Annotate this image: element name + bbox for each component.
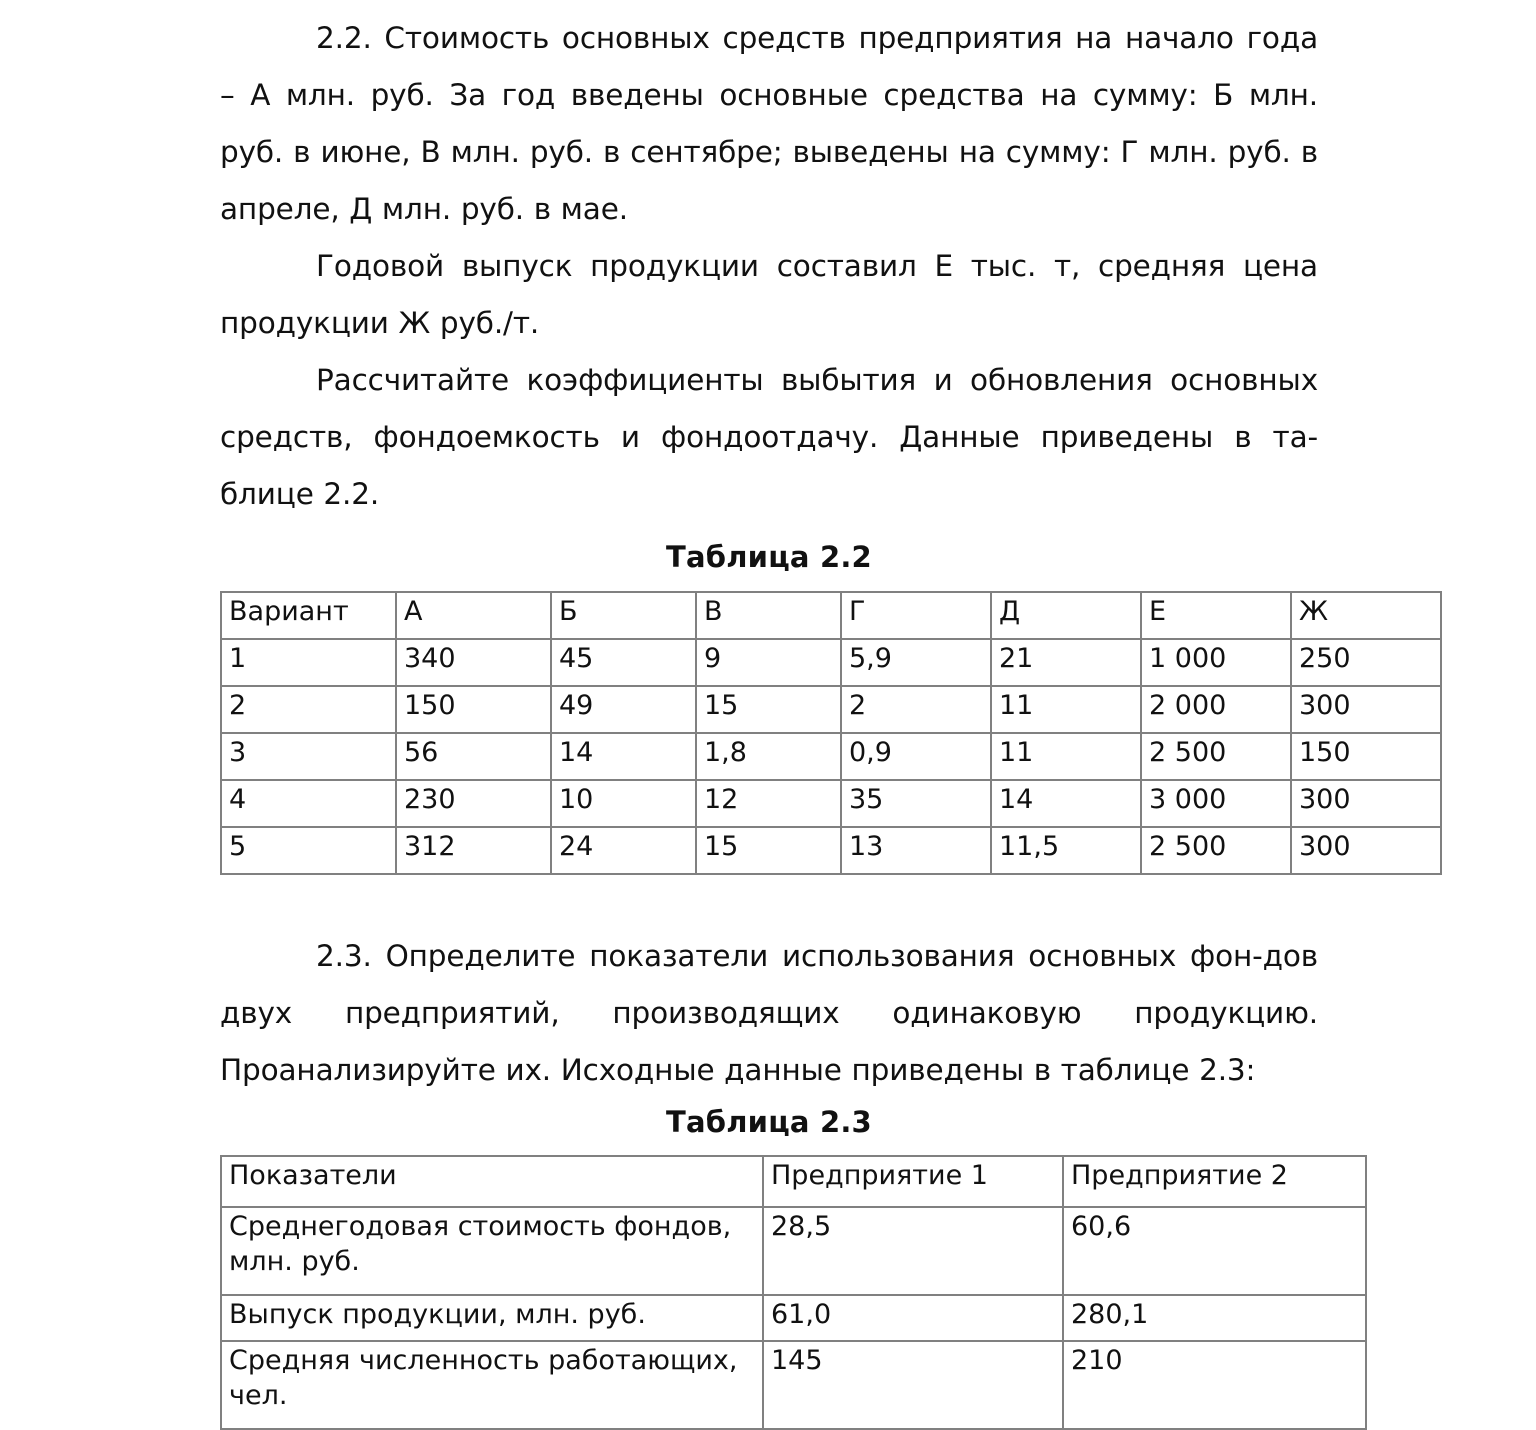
cell-v: 15 (696, 827, 841, 874)
cell-e: 2 000 (1141, 686, 1291, 733)
column-header-variant: Вариант (221, 592, 396, 639)
cell-enterprise-2: 210 (1063, 1341, 1366, 1429)
table-row (221, 639, 1441, 686)
table-row (221, 780, 1441, 827)
cell-zh: 300 (1291, 780, 1441, 827)
cell-d: 11 (991, 686, 1141, 733)
cell-enterprise-1: 145 (763, 1341, 1063, 1429)
cell-g: 2 (841, 686, 991, 733)
cell-a: 56 (396, 733, 551, 780)
cell-e: 3 000 (1141, 780, 1291, 827)
cell-enterprise-1: 61,0 (763, 1295, 1063, 1341)
column-header-enterprise-2: Предприятие 2 (1063, 1156, 1366, 1207)
cell-e: 2 500 (1141, 733, 1291, 780)
table-row-header (221, 1156, 1366, 1207)
column-header-g: Г (841, 592, 991, 639)
cell-g: 13 (841, 827, 991, 874)
column-header-enterprise-1: Предприятие 1 (763, 1156, 1063, 1207)
table-row (221, 1207, 1366, 1295)
cell-enterprise-2: 280,1 (1063, 1295, 1366, 1341)
cell-b: 45 (551, 639, 696, 686)
paragraph-2-2-request: Рассчитайте коэффициенты выбытия и обновления основных средств, фондоемкость и фондоотдачу. Данные приведены в та-блице 2.2. (220, 363, 1318, 511)
cell-d: 11,5 (991, 827, 1141, 874)
cell-g: 0,9 (841, 733, 991, 780)
table-2-3 (220, 1155, 1367, 1430)
column-header-v: В (696, 592, 841, 639)
cell-indicator: Среднегодовая стоимость фондов, млн. руб. (221, 1207, 763, 1295)
paragraph-2-2-intro: 2.2. Стоимость основных средств предприятия на начало года – А млн. руб. За год введены основные средства на сумму: Б млн. руб. в июне, В млн. руб. в сентябре; выведены на сумму: Г млн. руб. в апреле, Д млн. руб. в мае. (220, 21, 1318, 226)
spacer-before-task-2-3 (220, 875, 1318, 928)
column-header-b: Б (551, 592, 696, 639)
cell-b: 24 (551, 827, 696, 874)
cell-zh: 250 (1291, 639, 1441, 686)
column-header-d: Д (991, 592, 1141, 639)
cell-v: 1,8 (696, 733, 841, 780)
paragraph-2-3-intro: 2.3. Определите показатели использования основных фон-дов двух предприятий, производящих одинаковую продукцию. Проанализируйте их. Исходные данные приведены в таблице 2.3: (220, 939, 1318, 1087)
paragraph-2-2-output: Годовой выпуск продукции составил Е тыс. т, средняя цена продукции Ж руб./т. (220, 249, 1318, 340)
table-row (221, 1295, 1366, 1341)
cell-b: 49 (551, 686, 696, 733)
column-header-indicators: Показатели (221, 1156, 763, 1207)
cell-indicator: Средняя численность работающих, чел. (221, 1341, 763, 1429)
cell-variant: 2 (221, 686, 396, 733)
cell-e: 2 500 (1141, 827, 1291, 874)
cell-a: 340 (396, 639, 551, 686)
table-row (221, 1341, 1366, 1429)
table-row-header (221, 592, 1441, 639)
cell-d: 14 (991, 780, 1141, 827)
cell-b: 14 (551, 733, 696, 780)
table-caption-2-3: Таблица 2.3 (666, 1105, 872, 1139)
spacer-before-caption-2-2 (220, 523, 1318, 534)
cell-variant: 1 (221, 639, 396, 686)
column-header-e: Е (1141, 592, 1291, 639)
table-2-2 (220, 591, 1442, 875)
cell-a: 312 (396, 827, 551, 874)
cell-zh: 300 (1291, 686, 1441, 733)
table-row (221, 827, 1441, 874)
cell-a: 230 (396, 780, 551, 827)
cell-indicator: Выпуск продукции, млн. руб. (221, 1295, 763, 1341)
cell-enterprise-2: 60,6 (1063, 1207, 1366, 1295)
cell-a: 150 (396, 686, 551, 733)
cell-variant: 4 (221, 780, 396, 827)
cell-d: 21 (991, 639, 1141, 686)
table-caption-2-2: Таблица 2.2 (666, 540, 872, 574)
cell-zh: 300 (1291, 827, 1441, 874)
cell-v: 15 (696, 686, 841, 733)
cell-g: 35 (841, 780, 991, 827)
table-row (221, 733, 1441, 780)
cell-v: 9 (696, 639, 841, 686)
cell-enterprise-1: 28,5 (763, 1207, 1063, 1295)
cell-variant: 3 (221, 733, 396, 780)
cell-b: 10 (551, 780, 696, 827)
cell-zh: 150 (1291, 733, 1441, 780)
cell-v: 12 (696, 780, 841, 827)
cell-variant: 5 (221, 827, 396, 874)
table-row (221, 686, 1441, 733)
column-header-zh: Ж (1291, 592, 1441, 639)
cell-e: 1 000 (1141, 639, 1291, 686)
cell-d: 11 (991, 733, 1141, 780)
column-header-a: А (396, 592, 551, 639)
cell-g: 5,9 (841, 639, 991, 686)
